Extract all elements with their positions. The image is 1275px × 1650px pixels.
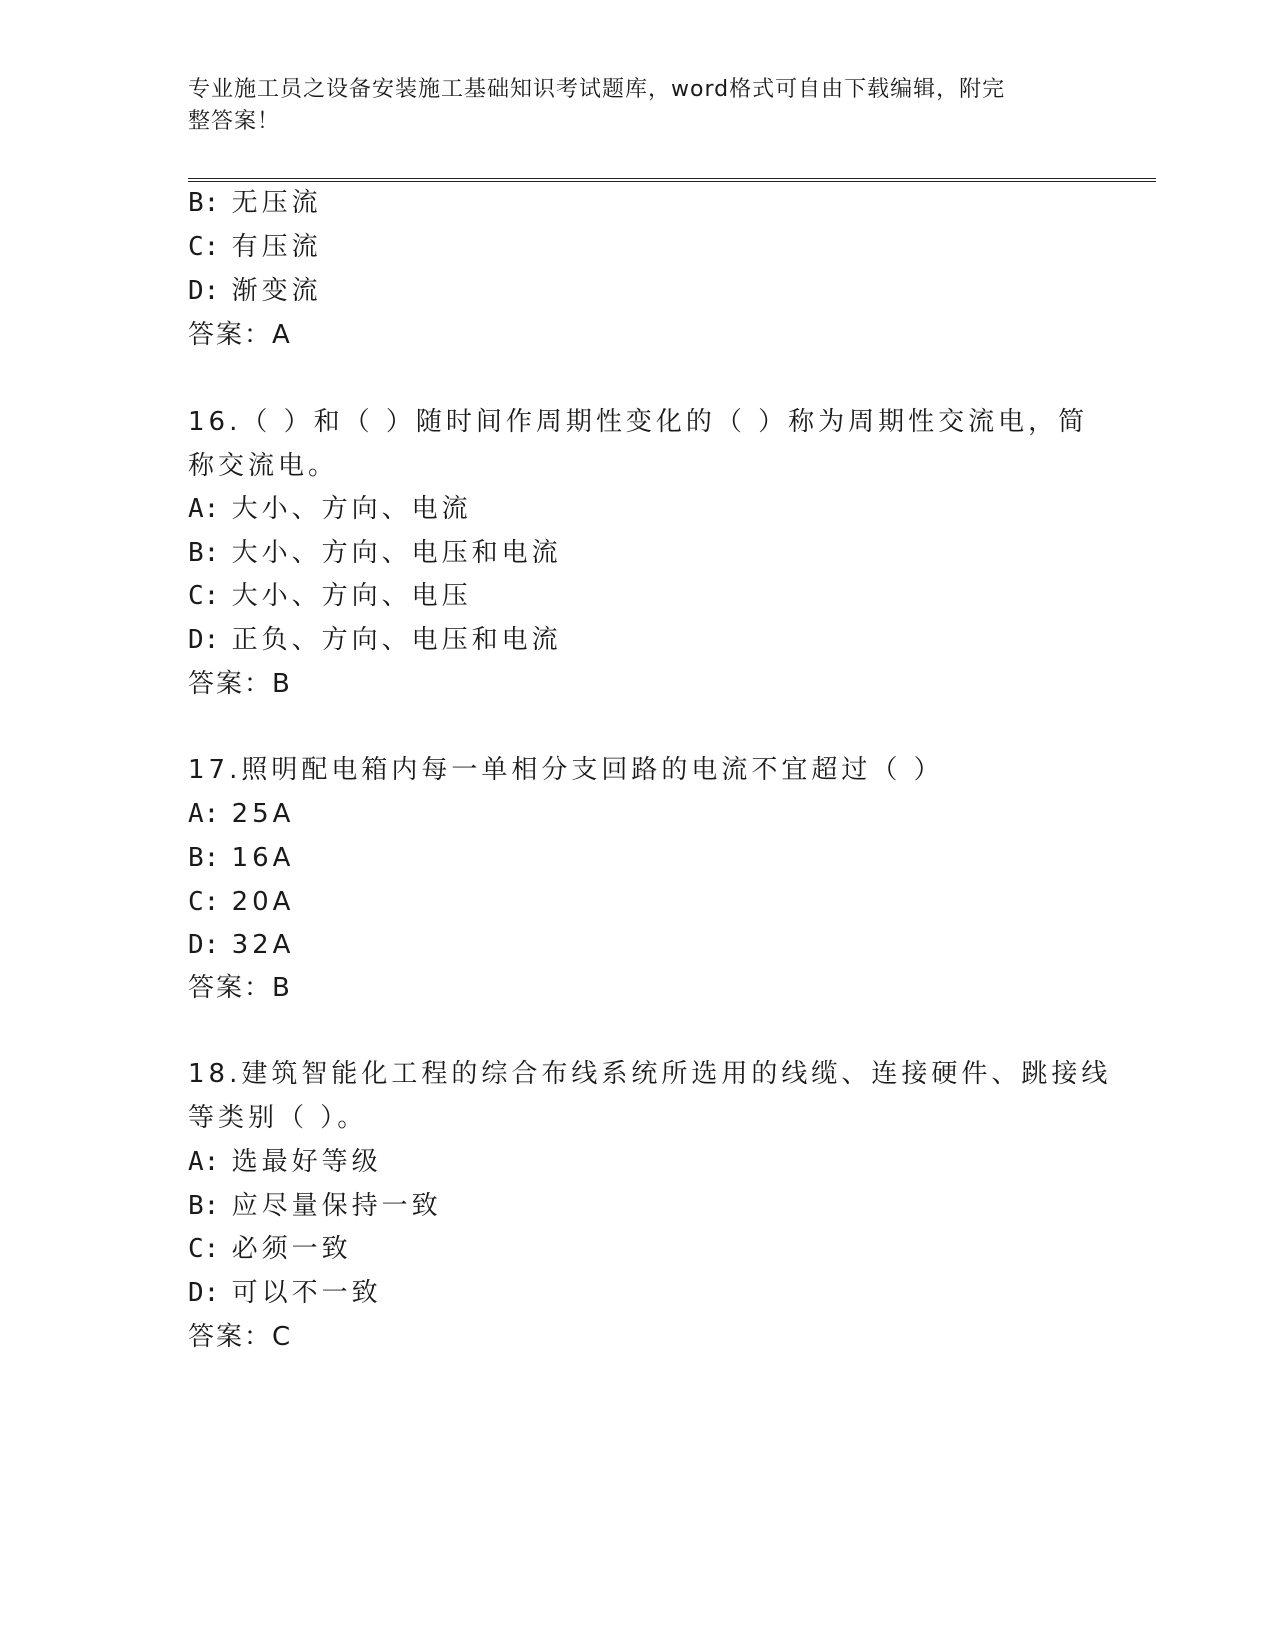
q17-option-a: A: 25A — [188, 799, 295, 829]
q15-answer: 答案：A — [188, 320, 292, 350]
q17-option-c: C: 20A — [188, 887, 295, 917]
header-divider — [188, 178, 1156, 182]
q15-option-d: D: 渐变流 — [188, 276, 322, 306]
q17-option-d: D: 32A — [188, 930, 295, 960]
header-line-2: 整答案！ — [188, 109, 281, 134]
q16-stem-line-1: 16.（ ）和（ ）随时间作周期性变化的（ ）称为周期性交流电，简 — [188, 407, 1089, 437]
q18-option-d: D: 可以不一致 — [188, 1278, 382, 1308]
q17-answer: 答案：B — [188, 973, 292, 1003]
q18-stem-line-2: 等类别（ ）。 — [188, 1103, 368, 1133]
q18-option-c: C: 必须一致 — [188, 1234, 352, 1264]
q16-option-a: A: 大小、方向、电流 — [188, 494, 472, 524]
q15-option-c: C: 有压流 — [188, 232, 322, 262]
q18-option-b: B: 应尽量保持一致 — [188, 1191, 442, 1221]
document-header — [188, 74, 1068, 138]
q15-option-b: B: 无压流 — [188, 188, 322, 218]
q16-option-d: D: 正负、方向、电压和电流 — [188, 625, 562, 655]
q18-answer: 答案：C — [188, 1322, 293, 1352]
q16-answer: 答案：B — [188, 669, 292, 699]
q17-option-b: B: 16A — [188, 843, 295, 873]
q16-option-b: B: 大小、方向、电压和电流 — [188, 538, 562, 568]
q16-option-c: C: 大小、方向、电压 — [188, 581, 472, 611]
q18-option-a: A: 选最好等级 — [188, 1147, 382, 1177]
q18-stem-line-1: 18.建筑智能化工程的综合布线系统所选用的线缆、连接硬件、跳接线 — [188, 1059, 1112, 1089]
header-line-1: 专业施工员之设备安装施工基础知识考试题库，word格式可自由下载编辑，附完 — [188, 77, 1006, 102]
q17-stem-line-1: 17.照明配电箱内每一单相分支回路的电流不宜超过（ ） — [188, 755, 944, 785]
q16-stem-line-2: 称交流电。 — [188, 451, 339, 481]
